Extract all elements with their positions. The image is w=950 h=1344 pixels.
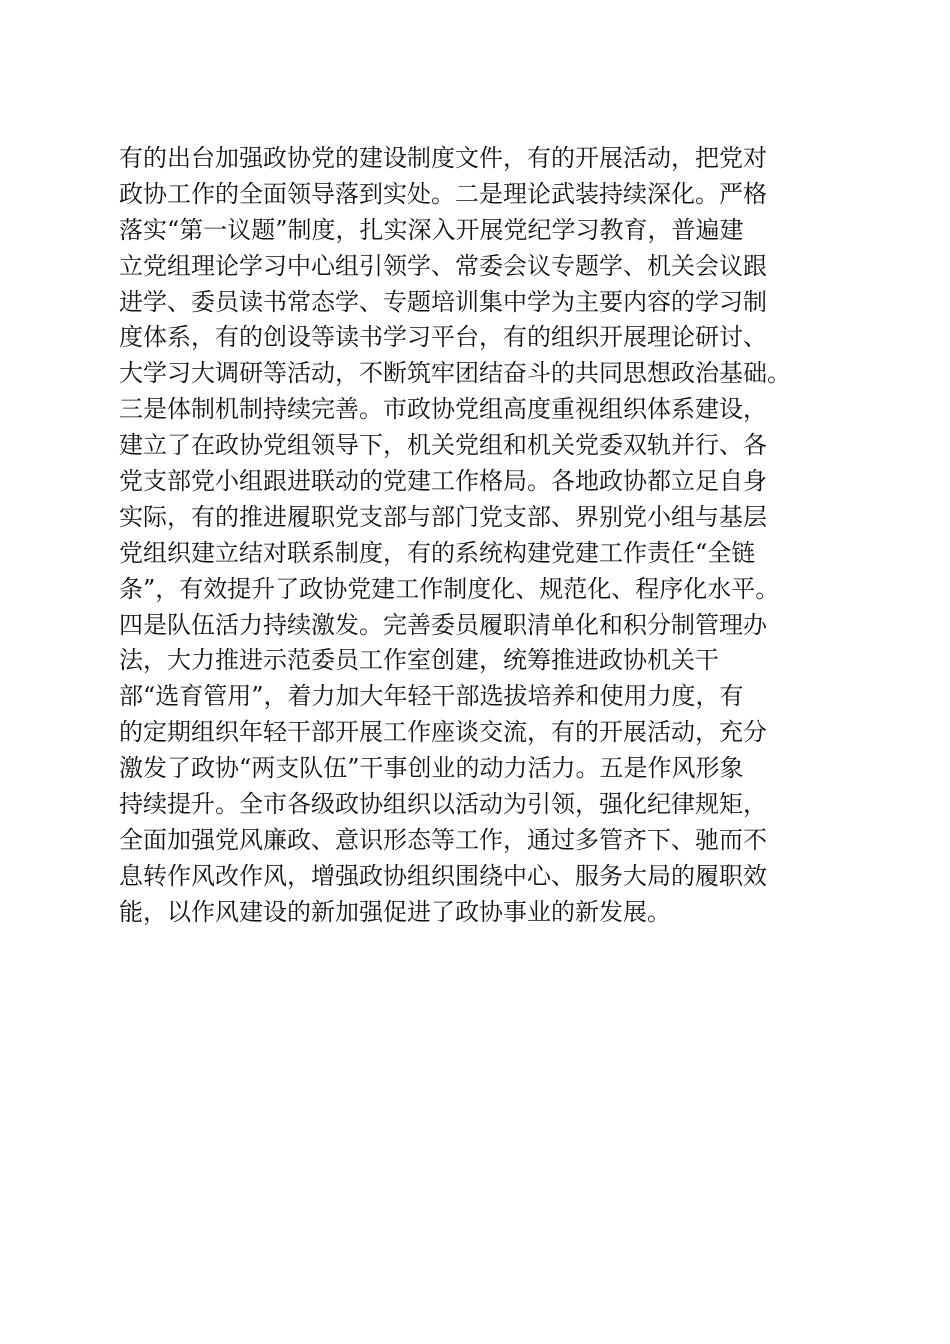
text-line: 政协工作的全面领导落到实处。二是理论武装持续深化。严格 <box>119 179 767 208</box>
text-line: 法，大力推进示范委员工作室创建，统筹推进政协机关干 <box>119 646 719 675</box>
text-line: 条”，有效提升了政协党建工作制度化、规范化、程序化水平。 <box>119 574 780 603</box>
text-line: 实际，有的推进履职党支部与部门党支部、界别党小组与基层 <box>119 502 767 531</box>
text-line: 立党组理论学习中心组引领学、常委会议专题学、机关会议跟 <box>119 251 767 280</box>
text-line: 进学、委员读书常态学、专题培训集中学为主要内容的学习制 <box>119 287 767 316</box>
text-line: 部“选育管用”，着力加大年轻干部选拔培养和使用力度，有 <box>119 682 744 711</box>
text-line: 落实“第一议题”制度，扎实深入开展党纪学习教育，普遍建 <box>119 215 744 244</box>
text-line: 能，以作风建设的新加强促进了政协事业的新发展。 <box>119 897 671 926</box>
text-line: 全面加强党风廉政、意识形态等工作，通过多管齐下、驰而不 <box>119 825 767 854</box>
text-line: 有的出台加强政协党的建设制度文件，有的开展活动，把党对 <box>119 144 767 172</box>
text-line: 三是体制机制持续完善。市政协党组高度重视组织体系建设， <box>119 395 767 424</box>
text-line: 党支部党小组跟进联动的党建工作格局。各地政协都立足自身 <box>119 467 767 496</box>
text-line: 大学习大调研等活动，不断筑牢团结奋斗的共同思想政治基础。 <box>119 359 791 388</box>
body-paragraph <box>119 141 841 931</box>
text-line: 激发了政协“两支队伍”干事创业的动力活力。五是作风形象 <box>119 754 744 783</box>
text-line: 的定期组织年轻干部开展工作座谈交流，有的开展活动，充分 <box>119 718 767 747</box>
text-line: 四是队伍活力持续激发。完善委员履职清单化和积分制管理办 <box>119 610 767 639</box>
text-line: 度体系，有的创设等读书学习平台，有的组织开展理论研讨、 <box>119 323 767 352</box>
text-line: 持续提升。全市各级政协组织以活动为引领，强化纪律规矩， <box>119 790 767 819</box>
text-line: 建立了在政协党组领导下，机关党组和机关党委双轨并行、各 <box>119 431 767 460</box>
text-line: 党组织建立结对联系制度，有的系统构建党建工作责任“全链 <box>119 538 756 567</box>
text-line: 息转作风改作风，增强政协组织围绕中心、服务大局的履职效 <box>119 861 767 890</box>
